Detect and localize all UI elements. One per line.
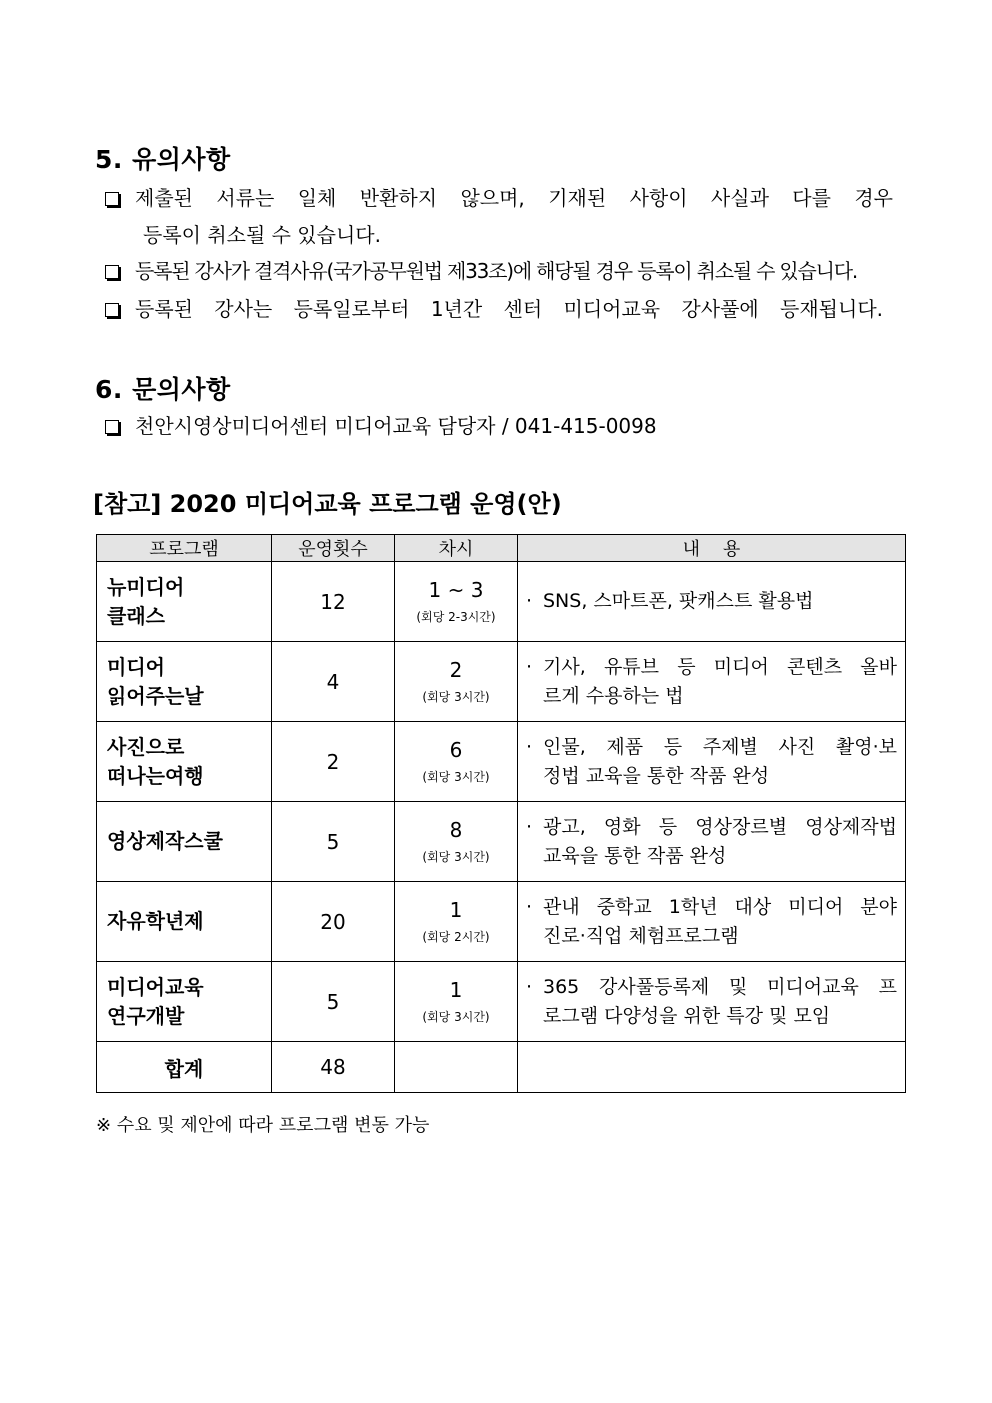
program-name: 사진으로 떠나는여행 bbox=[97, 722, 272, 802]
program-session: 2 (회당 3시간) bbox=[395, 642, 518, 722]
notice-item-1-line1: 제출된 서류는 일체 반환하지 않으며, 기재된 사항이 사실과 다를 경우 bbox=[135, 186, 893, 210]
program-count: 2 bbox=[272, 722, 395, 802]
program-name: 뉴미디어 클래스 bbox=[97, 562, 272, 642]
program-session: 1 (회당 2시간) bbox=[395, 882, 518, 962]
program-count: 20 bbox=[272, 882, 395, 962]
notice-item-3-line1: 등록된 강사는 등록일로부터 1년간 센터 미디어교육 강사풀에 등재됩니다. bbox=[135, 297, 883, 321]
program-count: 5 bbox=[272, 802, 395, 882]
program-content: · 관내 중학교 1학년 대상 미디어 분야 진로·직업 체험프로그램 bbox=[518, 882, 906, 962]
table-row bbox=[97, 642, 906, 722]
table-header-row bbox=[97, 535, 906, 562]
header-content: 내 용 bbox=[518, 535, 906, 562]
program-name: 미디어교육 연구개발 bbox=[97, 962, 272, 1042]
notice-item-1 bbox=[105, 181, 893, 215]
inquiry-item bbox=[105, 409, 657, 443]
program-content: · SNS, 스마트폰, 팟캐스트 활용법 bbox=[518, 562, 906, 642]
program-session: 8 (회당 3시간) bbox=[395, 802, 518, 882]
header-count: 운영횟수 bbox=[272, 535, 395, 562]
program-count: 4 bbox=[272, 642, 395, 722]
checkbox-bullet-icon bbox=[105, 265, 119, 279]
inquiry-contact: 천안시영상미디어센터 미디어교육 담당자 / 041-415-0098 bbox=[135, 414, 657, 438]
program-content: · 365 강사풀등록제 및 미디어교육 프 로그램 다양성을 위한 특강 및 모임 bbox=[518, 962, 906, 1042]
notice-item-2 bbox=[105, 254, 857, 288]
header-session: 차시 bbox=[395, 535, 518, 562]
reference-title: [참고] 2020 미디어교육 프로그램 운영(안) bbox=[93, 490, 562, 518]
program-count: 12 bbox=[272, 562, 395, 642]
program-count: 5 bbox=[272, 962, 395, 1042]
table-row bbox=[97, 802, 906, 882]
checkbox-bullet-icon bbox=[105, 303, 119, 317]
program-name: 자유학년제 bbox=[97, 882, 272, 962]
checkbox-bullet-icon bbox=[105, 420, 119, 434]
program-session: 6 (회당 3시간) bbox=[395, 722, 518, 802]
table-row bbox=[97, 962, 906, 1042]
header-program: 프로그램 bbox=[97, 535, 272, 562]
program-content: · 광고, 영화 등 영상장르별 영상제작법 교육을 통한 작품 완성 bbox=[518, 802, 906, 882]
table-row bbox=[97, 882, 906, 962]
table-total-row bbox=[97, 1042, 906, 1093]
table-row bbox=[97, 722, 906, 802]
notice-item-2-line1: 등록된 강사가 결격사유(국가공무원법 제33조)에 해당될 경우 등록이 취소될 수 있습니다. bbox=[135, 259, 858, 283]
section6-title: 6. 문의사항 bbox=[95, 375, 231, 404]
program-table bbox=[96, 534, 906, 1093]
program-session: 1 ~ 3 (회당 2-3시간) bbox=[395, 562, 518, 642]
program-name: 영상제작스쿨 bbox=[97, 802, 272, 882]
notice-item-3 bbox=[105, 292, 883, 326]
program-content: · 인물, 제품 등 주제별 사진 촬영·보 정법 교육을 통한 작품 완성 bbox=[518, 722, 906, 802]
section5-title: 5. 유의사항 bbox=[95, 145, 231, 174]
total-count: 48 bbox=[272, 1042, 395, 1093]
checkbox-bullet-icon bbox=[105, 192, 119, 206]
program-content: · 기사, 유튜브 등 미디어 콘텐츠 올바 르게 수용하는 법 bbox=[518, 642, 906, 722]
program-session: 1 (회당 3시간) bbox=[395, 962, 518, 1042]
program-name: 미디어 읽어주는날 bbox=[97, 642, 272, 722]
total-session-empty bbox=[395, 1042, 518, 1093]
table-row bbox=[97, 562, 906, 642]
total-content-empty bbox=[518, 1042, 906, 1093]
total-label: 합계 bbox=[97, 1042, 272, 1093]
footnote: ※ 수요 및 제안에 따라 프로그램 변동 가능 bbox=[96, 1115, 430, 1136]
notice-item-1-line2: 등록이 취소될 수 있습니다. bbox=[143, 223, 381, 247]
